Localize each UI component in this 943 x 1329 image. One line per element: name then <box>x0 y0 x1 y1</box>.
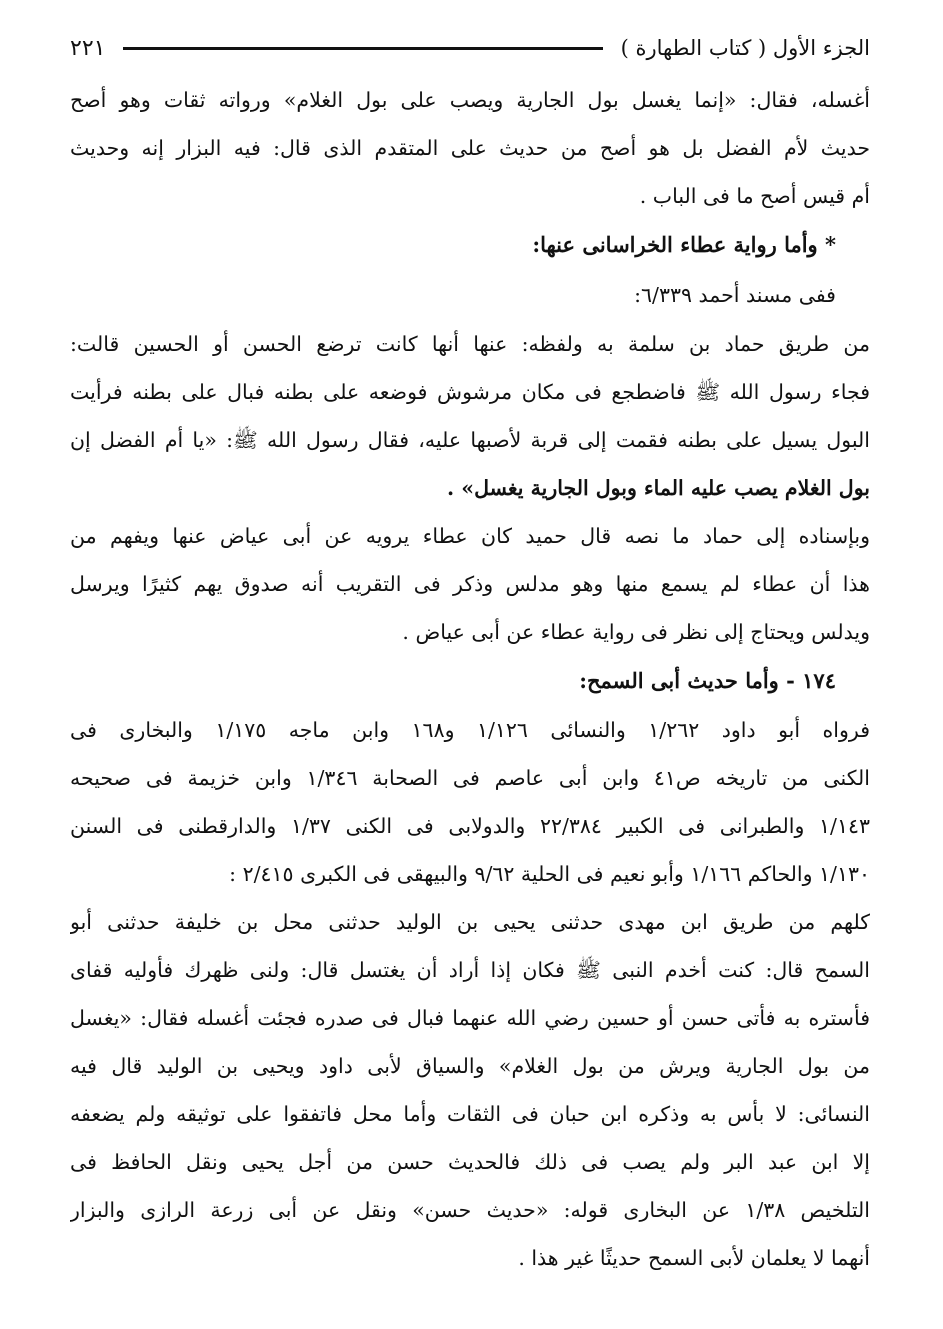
text-line: ١/١٣٠ والحاكم ١/١٦٦ وأبو نعيم فى الحلية ٩/٦٢ والبيهقى فى الكبرى ٢/٤١٥ : <box>229 862 870 886</box>
text-line: أم قيس أصح ما فى الباب . <box>639 184 870 208</box>
text-line: فجاء رسول الله ﷺ فاضطجع فى مكان مرشوش فوضعه على بطنه فبال على بطنه فرأيت <box>70 380 870 404</box>
paragraph-5 <box>70 898 870 1282</box>
text-line: فأستره به فأتى حسن أو حسين رضي الله عنهما فبال فى صدره فجئت أغسله فقال: «يغسل <box>70 1006 870 1030</box>
text-line: أغسله، فقال: «إنما يغسل بول الجارية ويصب على بول الغلام» ورواته ثقات وهو أصح <box>70 88 870 112</box>
text-line: أنهما لا يعلمان لأبى السمح حديثًا غير هذا . <box>518 1246 870 1270</box>
text-line: إلا ابن عبد البر ولم يصب فى ذلك فالحديث حسن من أجل يحيى ونقل الحافظ فى <box>70 1150 870 1174</box>
header-title: الجزء الأول ( كتاب الطهارة ) <box>620 36 870 60</box>
text-line: البول يسيل على بطنه فقمت إلى قربة لأصبها عليه، فقال رسول الله ﷺ: «يا أم الفضل إن <box>70 428 870 452</box>
paragraph-1 <box>70 76 870 220</box>
text-line: من طريق حماد بن سلمة به ولفظه: عنها أنها كانت ترضع الحسن أو الحسين قالت: <box>70 332 870 356</box>
text-line: الكنى من تاريخه ص٤١ وابن أبى عاصم فى الصحابة ١/٣٤٦ وابن خزيمة فى صحيحه <box>70 766 870 790</box>
text-line: حديث لأم الفضل بل هو أصح من حديث على المتقدم الذى قال: فيه البزار إنه وحديث <box>70 136 870 160</box>
source-reference: ففى مسند أحمد ٦/٣٣٩: <box>634 283 836 307</box>
header-rule <box>123 47 602 50</box>
text-line: بول الغلام يصب عليه الماء وبول الجارية يغسل» . <box>447 476 870 500</box>
running-header <box>70 28 870 68</box>
text-line: السمح قال: كنت أخدم النبى ﷺ فكان إذا أراد أن يغتسل قال: ولنى ظهرك فأوليه قفاى <box>70 958 870 982</box>
text-line: ويدلس ويحتاج إلى نظر فى رواية عطاء عن أبى عياض . <box>402 620 870 644</box>
section-heading-abi-alsamh: ١٧٤ - وأما حديث أبى السمح: <box>579 668 836 693</box>
text-line: ١/١٤٣ والطبرانى فى الكبير ٢٢/٣٨٤ والدولابى فى الكنى ١/٣٧ والدارقطنى فى السنن <box>70 814 870 838</box>
text-line: كلهم من طريق ابن مهدى حدثنى يحيى بن الوليد حدثنى محل بن خليفة حدثنى أبو <box>70 910 870 934</box>
paragraph-4 <box>70 706 870 898</box>
paragraph-3 <box>70 512 870 656</box>
document-page <box>70 28 870 1282</box>
text-line: النسائى: لا بأس به وذكره ابن حبان فى الثقات وأما محل فاتفقوا على توثيقه ولم يضعفه <box>70 1102 870 1126</box>
text-line: هذا أن عطاء لم يسمع منها وهو مدلس وذكر فى التقريب أنه صدوق يهم كثيرًا ويرسل <box>70 572 870 596</box>
text-line: التلخيص ١/٣٨ عن البخارى قوله: «حديث حسن» ونقل عن أبى زرعة الرازى والبزار <box>70 1198 870 1222</box>
text-line: فرواه أبو داود ١/٢٦٢ والنسائى ١/١٢٦ و١٦٨ وابن ماجه ١/١٧٥ والبخارى فى <box>70 718 870 742</box>
section-heading-ata: * وأما رواية عطاء الخراسانى عنها: <box>532 232 836 257</box>
text-line: وبإسناده إلى حماد ما نصه قال حميد كان عطاء يرويه عن أبى عياض عنها ويفهم من <box>70 524 870 548</box>
paragraph-2 <box>70 320 870 512</box>
page-number: ٢٢١ <box>70 35 106 61</box>
text-line: من بول الجارية ويرش من بول الغلام» والسياق لأبى داود ويحيى بن الوليد قال فيه <box>70 1054 870 1078</box>
